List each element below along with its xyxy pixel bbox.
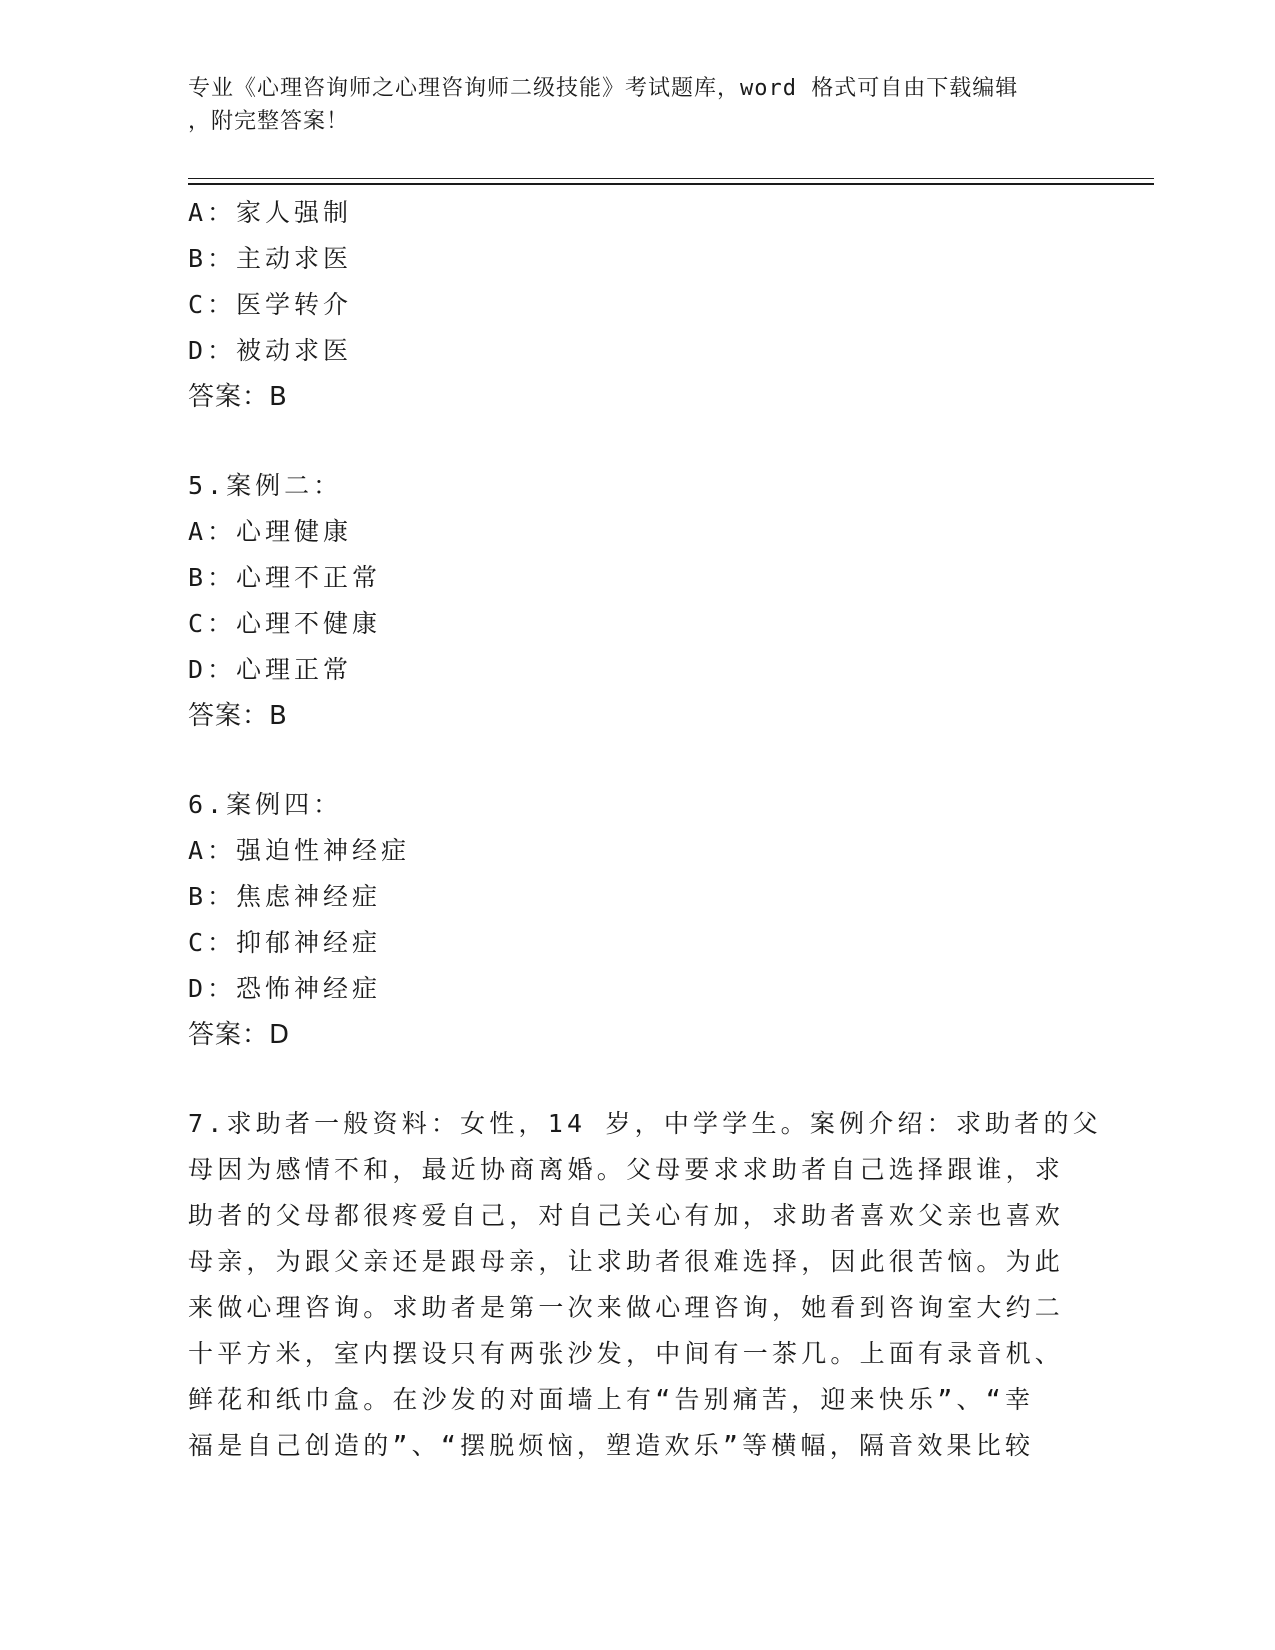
document-header xyxy=(188,72,1068,138)
paragraph-line: 母亲，为跟父亲还是跟母亲，让求助者很难选择，因此很苦恼。为此 xyxy=(188,1247,1065,1276)
option-b: B：焦虑神经症 xyxy=(188,882,382,911)
answer-line: 答案：B xyxy=(188,701,288,731)
spacer xyxy=(188,1058,1068,1101)
option-d: D：心理正常 xyxy=(188,655,353,684)
option-c: C：心理不健康 xyxy=(188,609,382,638)
option-a: A：家人强制 xyxy=(188,198,353,227)
paragraph-line: 7.求助者一般资料：女性，14 岁，中学学生。案例介绍：求助者的父 xyxy=(188,1109,1102,1138)
spacer xyxy=(188,420,1068,463)
header-line-1: 专业《心理咨询师之心理咨询师二级技能》考试题库，word 格式可自由下载编辑 xyxy=(188,76,1019,101)
paragraph-line: 母因为感情不和，最近协商离婚。父母要求求助者自己选择跟谁，求 xyxy=(188,1155,1065,1184)
option-b: B：心理不正常 xyxy=(188,563,382,592)
option-d: D：被动求医 xyxy=(188,336,353,365)
option-c: C：医学转介 xyxy=(188,290,353,319)
option-a: A：强迫性神经症 xyxy=(188,836,411,865)
paragraph-line: 鲜花和纸巾盒。在沙发的对面墙上有“告别痛苦，迎来快乐”、“幸 xyxy=(188,1385,1035,1414)
question-4-options xyxy=(188,190,1068,420)
question-title: 6.案例四： xyxy=(188,790,343,819)
answer-line: 答案：D xyxy=(188,1020,291,1050)
option-c: C：抑郁神经症 xyxy=(188,928,382,957)
header-rule-thick xyxy=(188,183,1154,185)
header-rule-thin xyxy=(188,178,1154,179)
option-b: B：主动求医 xyxy=(188,244,353,273)
paragraph-line: 助者的父母都很疼爱自己，对自己关心有加，求助者喜欢父亲也喜欢 xyxy=(188,1201,1065,1230)
paragraph-line: 福是自己创造的”、“摆脱烦恼，塑造欢乐”等横幅，隔音效果比较 xyxy=(188,1431,1035,1460)
question-7-paragraph xyxy=(188,1101,1102,1469)
question-5 xyxy=(188,463,1068,739)
option-a: A：心理健康 xyxy=(188,517,353,546)
paragraph-line: 来做心理咨询。求助者是第一次来做心理咨询，她看到咨询室大约二 xyxy=(188,1293,1065,1322)
question-content xyxy=(188,190,1102,1469)
paragraph-line: 十平方米，室内摆设只有两张沙发，中间有一茶几。上面有录音机、 xyxy=(188,1339,1065,1368)
spacer xyxy=(188,739,1068,782)
answer-line: 答案：B xyxy=(188,382,288,412)
question-6 xyxy=(188,782,1068,1058)
header-line-2: ，附完整答案！ xyxy=(188,109,350,134)
question-title: 5.案例二： xyxy=(188,471,343,500)
option-d: D：恐怖神经症 xyxy=(188,974,382,1003)
